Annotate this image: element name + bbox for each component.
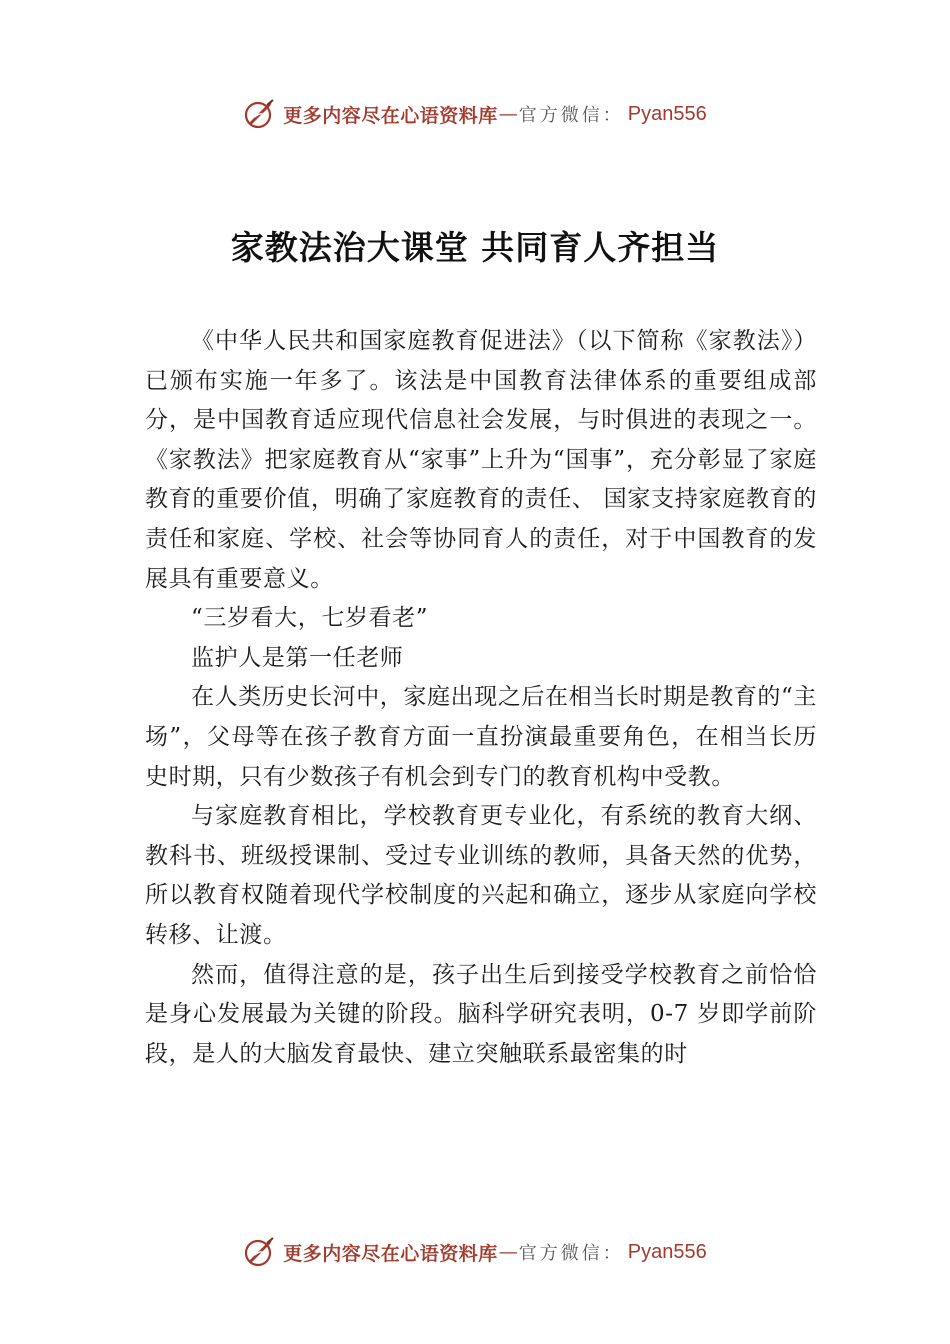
paragraph-history: 在人类历史长河中，家庭出现之后在相当长时期是教育的“主场”，父母等在孩子教育方面一直扮演最重要角色，在相当长历史时期，只有少数孩子有机会到专门的教育机构中受教。	[145, 684, 817, 790]
paragraph-subheading: 监护人是第一任老师	[191, 644, 404, 671]
banner-wechat-id: Pyan556	[627, 102, 707, 125]
page-title: 家教法治大课堂 共同育人齐担当	[230, 228, 720, 268]
banner-text: 更多内容尽在心语资料库	[283, 1242, 498, 1265]
banner-label: 官方微信：	[518, 1243, 624, 1264]
banner-separator: —	[498, 103, 518, 125]
paragraph-quote: “三岁看大，七岁看老”	[191, 605, 429, 632]
paragraph-school: 与家庭教育相比，学校教育更专业化，有系统的教育大纲、教科书、班级授课制、受过专业训练的教师，具备天然的优势，所以教育权随着现代学校制度的兴起和确立，逐步从家庭向学校转移、让渡。	[145, 803, 817, 948]
banner-text: 更多内容尽在心语资料库	[283, 104, 498, 127]
quill-logo-icon	[243, 1235, 277, 1269]
footer-banner	[0, 1230, 950, 1274]
article-body	[145, 322, 817, 1074]
paragraph-intro: 《中华人民共和国家庭教育促进法》（以下简称《家教法》）已颁布实施一年多了。该法是中国教育法律体系的重要组成部分，是中国教育适应现代信息社会发展，与时俱进的表现之一。《家教法》把家庭教育从“家事”上升为“国事”，充分彰显了家庭教育的重要价值，明确了家庭教育的责任、 国家支持家庭教育的责任和家庭、学校、社会等协同育人的责任，对于中国教育的发展具有重要意义。	[145, 328, 817, 592]
banner-separator: —	[498, 1241, 518, 1263]
header-banner	[0, 92, 950, 136]
banner-label: 官方微信：	[518, 105, 624, 126]
paragraph-early-childhood: 然而，值得注意的是，孩子出生后到接受学校教育之前恰恰是身心发展最为关键的阶段。脑科学研究表明，0-7 岁即学前阶段，是人的大脑发育最快、建立突触联系最密集的时	[145, 961, 817, 1067]
banner-wechat-id: Pyan556	[627, 1240, 707, 1263]
quill-logo-icon	[243, 97, 277, 131]
